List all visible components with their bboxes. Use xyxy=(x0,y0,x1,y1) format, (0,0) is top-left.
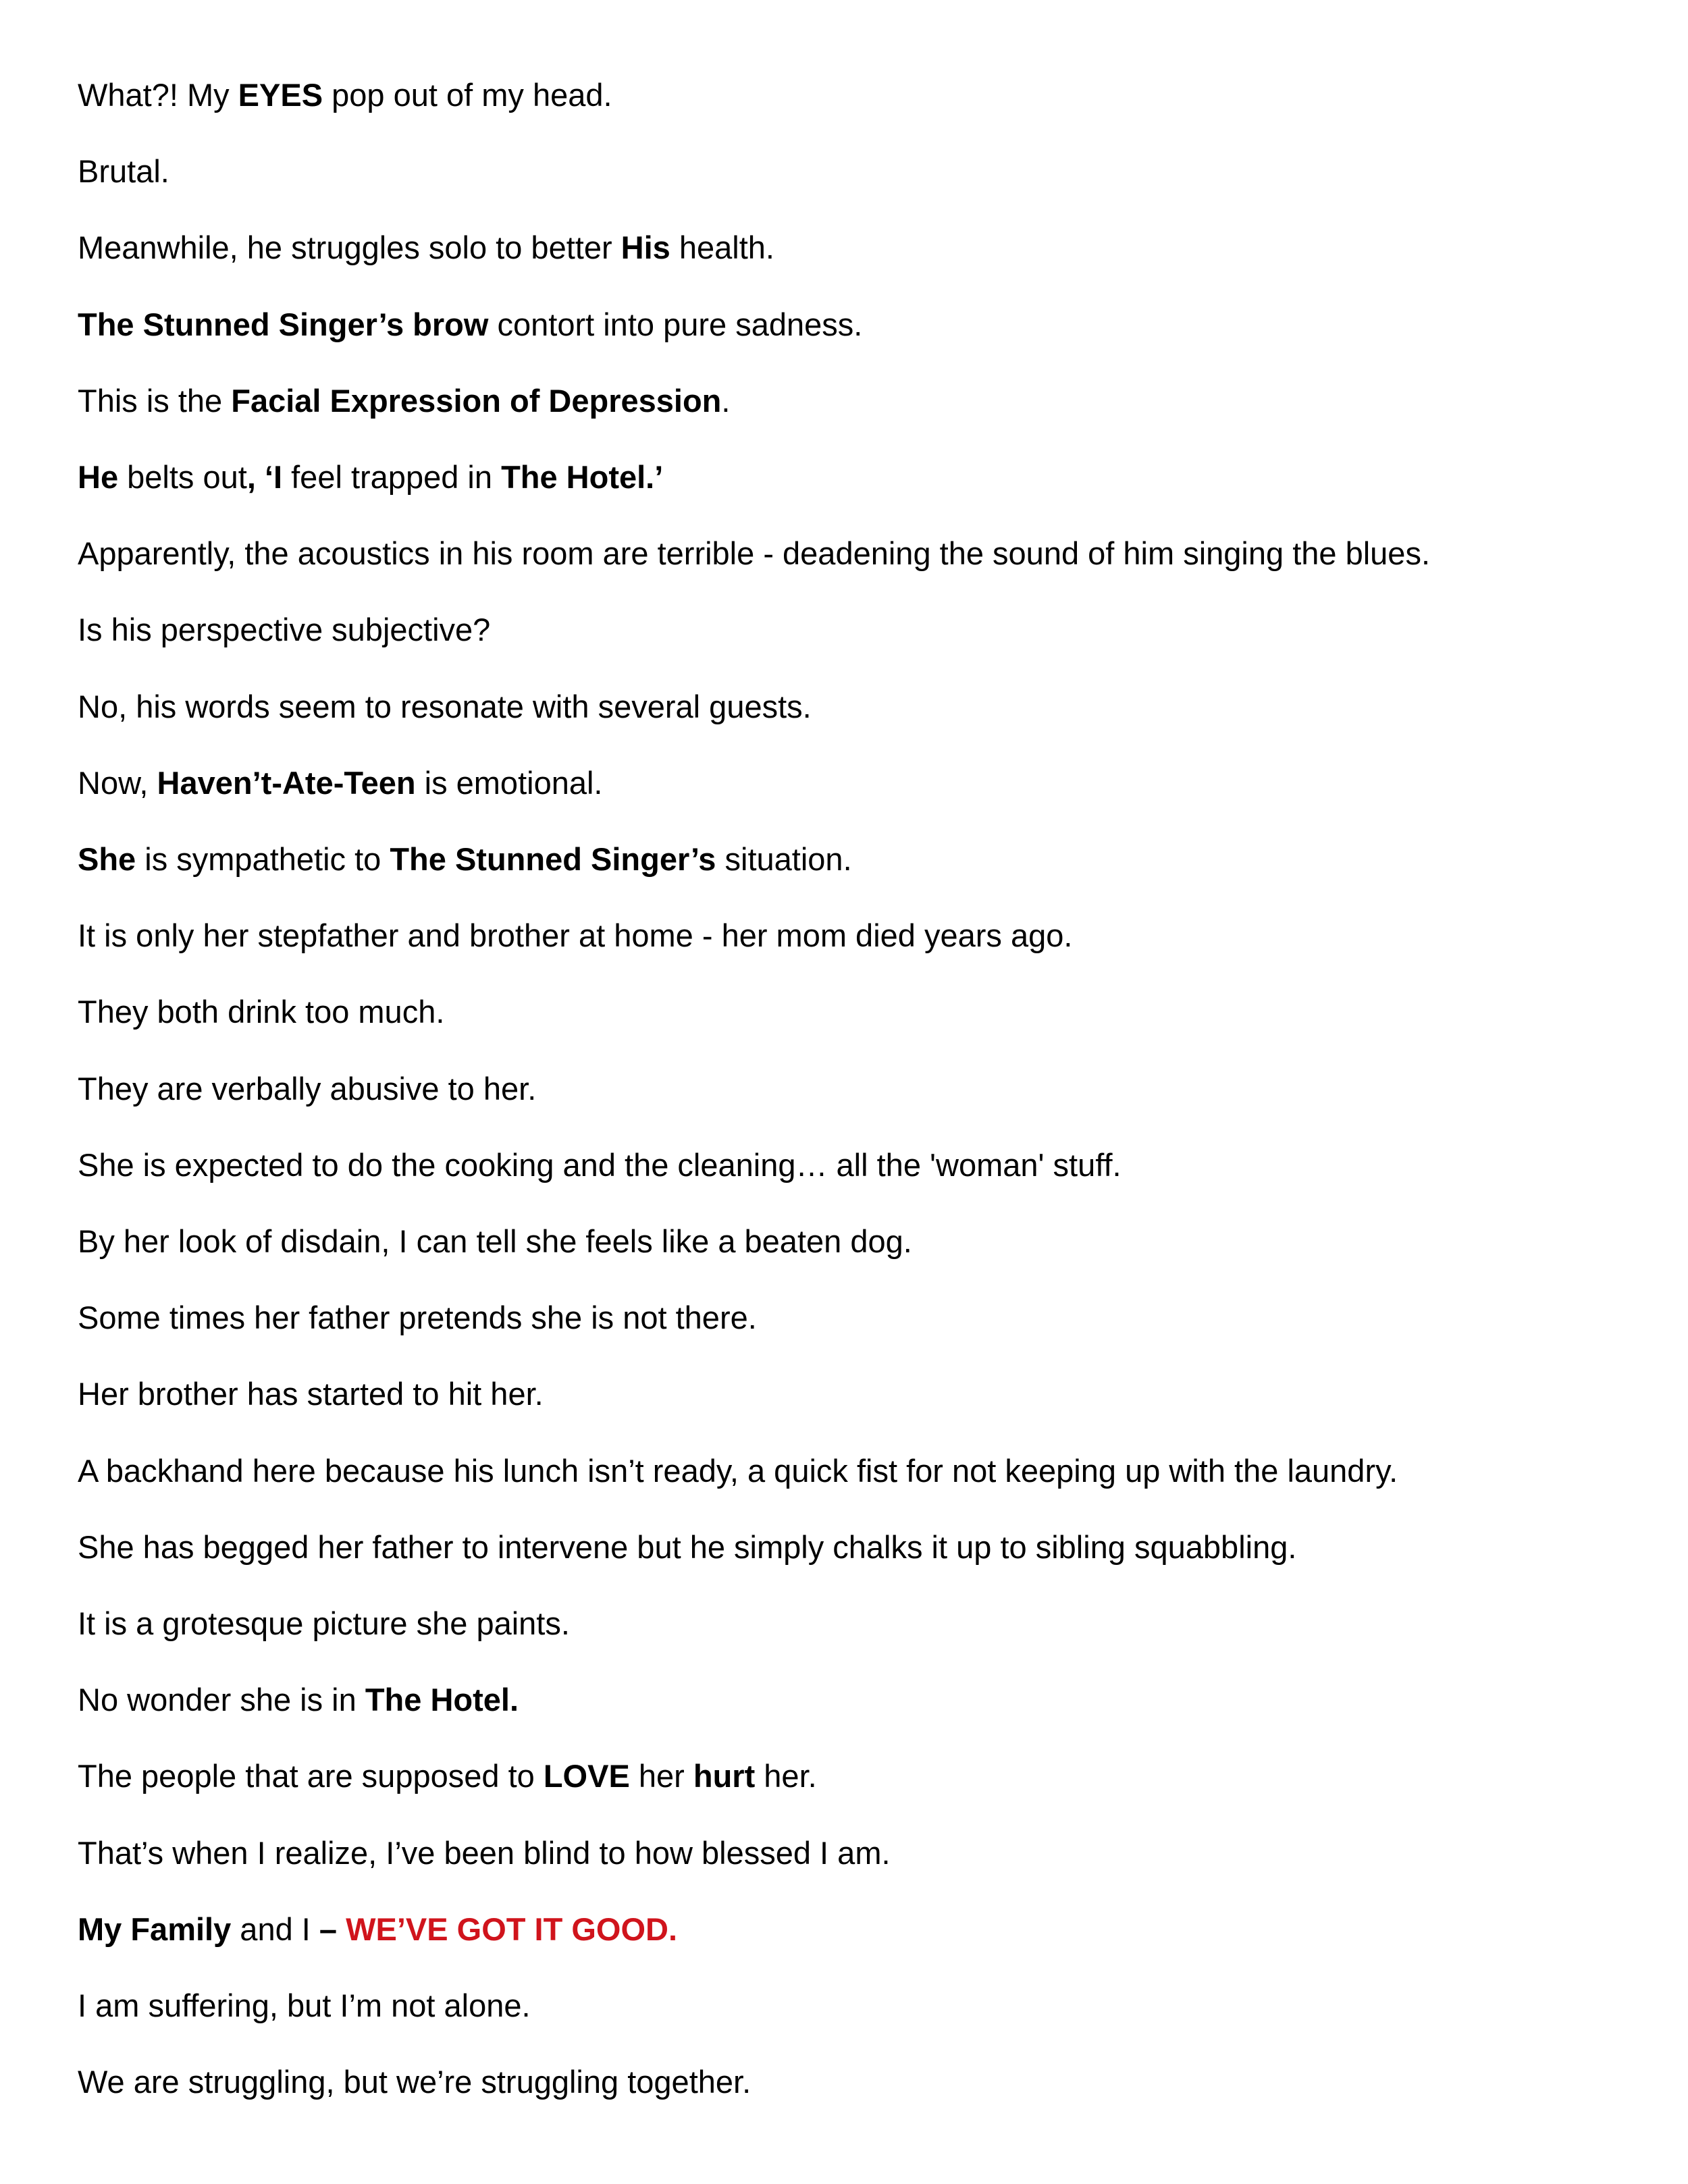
paragraph-line-7 xyxy=(78,535,1430,572)
paragraph-line-12 xyxy=(78,917,1072,955)
text-run: health. xyxy=(670,230,774,265)
text-run: She is expected to do the cooking and the cleaning… all the 'woman' stuff. xyxy=(78,1147,1122,1183)
paragraph-line-16 xyxy=(78,1223,912,1260)
paragraph-line-5 xyxy=(78,382,730,420)
text-run: She has begged her father to intervene but he simply chalks it up to sibling squabbling. xyxy=(78,1529,1297,1565)
text-run: is sympathetic to xyxy=(136,841,390,877)
text-run: The people that are supposed to xyxy=(78,1758,544,1794)
text-run: feel trapped in xyxy=(282,459,502,495)
paragraph-line-8 xyxy=(78,611,490,649)
bold-text: His xyxy=(621,230,670,265)
bold-text: The Stunned Singer’s brow xyxy=(78,307,489,342)
text-run: situation. xyxy=(716,841,852,877)
paragraph-line-6 xyxy=(78,458,663,496)
bold-text: My Family xyxy=(78,1911,232,1947)
text-run: Is his perspective subjective? xyxy=(78,612,491,647)
paragraph-line-2 xyxy=(78,153,169,190)
paragraph-line-21 xyxy=(78,1605,570,1643)
paragraph-line-9 xyxy=(78,688,812,726)
paragraph-line-25 xyxy=(78,1911,677,1948)
paragraph-line-18 xyxy=(78,1375,544,1413)
text-run: contort into pure sadness. xyxy=(488,307,863,342)
bold-text: Facial Expression of Depression xyxy=(231,383,722,419)
paragraph-line-27 xyxy=(78,2063,751,2101)
paragraph-line-4 xyxy=(78,306,862,344)
bold-text: She xyxy=(78,841,136,877)
text-run: It is a grotesque picture she paints. xyxy=(78,1605,570,1641)
text-run: By her look of disdain, I can tell she feels like a beaten dog. xyxy=(78,1223,912,1259)
text-run: No, his words seem to resonate with several guests. xyxy=(78,689,812,724)
text-run: her. xyxy=(755,1758,817,1794)
highlighted-text: WE’VE GOT IT GOOD. xyxy=(346,1911,678,1947)
text-run: . xyxy=(721,383,731,419)
bold-text: LOVE xyxy=(543,1758,630,1794)
paragraph-line-17 xyxy=(78,1299,757,1337)
paragraph-line-23 xyxy=(78,1757,817,1795)
text-run: That’s when I realize, I’ve been blind to how blessed I am. xyxy=(78,1835,891,1871)
paragraph-line-22 xyxy=(78,1681,519,1719)
paragraph-line-11 xyxy=(78,841,852,878)
text-run: A backhand here because his lunch isn’t ready, a quick fist for not keeping up with the laundry. xyxy=(78,1453,1398,1489)
paragraph-line-19 xyxy=(78,1452,1398,1490)
bold-text: , ‘I xyxy=(246,459,283,495)
paragraph-line-3 xyxy=(78,229,774,267)
text-run: We are struggling, but we’re struggling together. xyxy=(78,2064,751,2100)
text-run: is emotional. xyxy=(415,765,603,801)
bold-text: The Stunned Singer’s xyxy=(390,841,716,877)
bold-text: The Hotel.’ xyxy=(501,459,664,495)
text-run: Some times her father pretends she is not there. xyxy=(78,1300,757,1335)
text-run: belts out xyxy=(118,459,247,495)
paragraph-line-13 xyxy=(78,993,444,1031)
text-run: I am suffering, but I’m not alone. xyxy=(78,1988,531,2023)
text-run: Apparently, the acoustics in his room are terrible - deadening the sound of him singing the blues. xyxy=(78,535,1431,571)
paragraph-line-10 xyxy=(78,764,602,802)
bold-text: The Hotel. xyxy=(365,1682,519,1717)
bold-text: EYES xyxy=(238,77,323,113)
text-run: They both drink too much. xyxy=(78,994,445,1030)
text-run: and I xyxy=(231,1911,319,1947)
bold-text: Haven’t-Ate-Teen xyxy=(157,765,416,801)
paragraph-line-1 xyxy=(78,76,612,114)
text-run: Brutal. xyxy=(78,153,169,189)
paragraph-line-24 xyxy=(78,1834,891,1872)
text-run: They are verbally abusive to her. xyxy=(78,1071,537,1107)
text-run: This is the xyxy=(78,383,232,419)
text-run: her xyxy=(629,1758,693,1794)
text-run: Meanwhile, he struggles solo to better xyxy=(78,230,621,265)
paragraph-line-20 xyxy=(78,1528,1296,1566)
text-run xyxy=(337,1911,346,1947)
text-run: Now, xyxy=(78,765,157,801)
bold-text: hurt xyxy=(693,1758,756,1794)
text-run: Her brother has started to hit her. xyxy=(78,1376,544,1412)
text-run: pop out of my head. xyxy=(323,77,612,113)
paragraph-line-14 xyxy=(78,1070,536,1108)
text-run: What?! My xyxy=(78,77,238,113)
paragraph-line-26 xyxy=(78,1987,531,2025)
bold-text: He xyxy=(78,459,119,495)
paragraph-line-15 xyxy=(78,1146,1122,1184)
text-run: It is only her stepfather and brother at home - her mom died years ago. xyxy=(78,917,1073,953)
text-run: No wonder she is in xyxy=(78,1682,365,1717)
bold-text: – xyxy=(319,1911,338,1947)
